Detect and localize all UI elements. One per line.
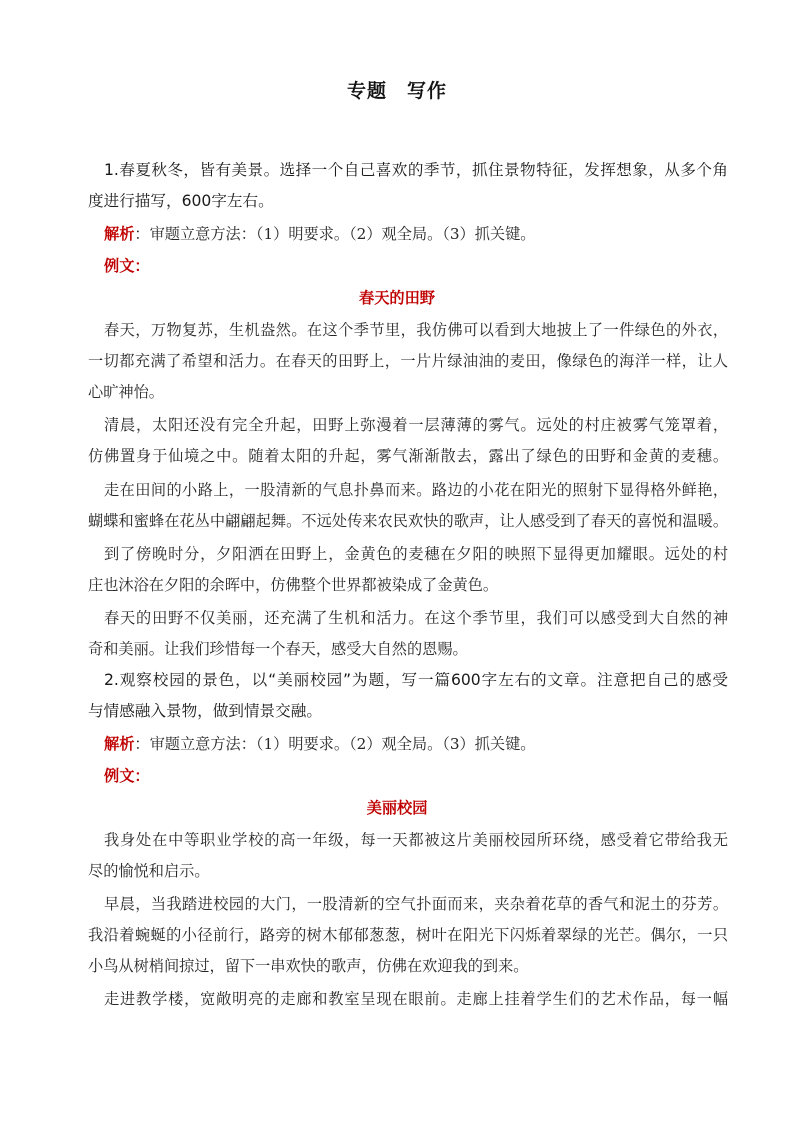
- q2-essay-line: 我沿着蜿蜒的小径前行，路旁的树木郁郁葱葱，树叶在阳光下闪烁着翠绿的光芒。偶尔，一只: [88, 926, 728, 944]
- q1-analysis-text: ：审题立意方法：（1）明要求。（2）观全局。（3）抓关键。: [134, 225, 536, 243]
- q2-analysis-label: 解析: [104, 735, 135, 753]
- page-title: 专题 写作: [346, 80, 447, 102]
- q1-analysis: [104, 224, 728, 244]
- q1-essay-line: 春天的田野不仅美丽，还充满了生机和活力。在这个季节里，我们可以感受到大自然的神: [104, 609, 728, 627]
- q2-essay-line: 走进教学楼，宽敞明亮的走廊和教室呈现在眼前。走廊上挂着学生们的艺术作品，每一幅: [104, 990, 728, 1008]
- q1-essay-line: 清晨，太阳还没有完全升起，田野上弥漫着一层薄薄的雾气。远处的村庄被雾气笼罩着，: [104, 416, 728, 434]
- q2-essay-line: 小鸟从树梢间掠过，留下一串欢快的歌声，仿佛在欢迎我的到来。: [88, 957, 529, 975]
- q1-essay-title: 春天的田野: [359, 289, 435, 307]
- q2-essay-line: 尽的愉悦和启示。: [88, 862, 210, 880]
- q1-essay-line: 一切都充满了希望和活力。在春天的田野上，一片片绿油油的麦田，像绿色的海洋一样，让人: [88, 352, 728, 370]
- q2-essay-line: 早晨，当我踏进校园的大门，一股清新的空气扑面而来，夹杂着花草的香气和泥土的芬芳。: [104, 895, 728, 913]
- q1-prompt-line-2: 度进行描写，600字左右。: [88, 192, 274, 210]
- q2-example-label: 例文：: [104, 767, 150, 785]
- q2-prompt-line-2: 与情感融入景物，做到情景交融。: [88, 702, 322, 720]
- q1-essay-line: 仿佛置身于仙境之中。随着太阳的升起，雾气渐渐散去，露出了绿色的田野和金黄的麦穗。: [88, 447, 728, 465]
- q1-essay-line: 春天，万物复苏，生机盎然。在这个季节里，我仿佛可以看到大地披上了一件绿色的外衣，: [104, 321, 728, 339]
- q1-analysis-label: 解析: [104, 225, 135, 243]
- q1-essay-line: 庄也沐浴在夕阳的余晖中，仿佛整个世界都被染成了金黄色。: [88, 576, 499, 594]
- q1-prompt-line-1: 1.春夏秋冬，皆有美景。选择一个自己喜欢的季节，抓住景物特征，发挥想象，从多个角: [104, 161, 728, 179]
- q1-essay-line: 心旷神怡。: [88, 383, 164, 401]
- q2-essay-line: 我身处在中等职业学校的高一年级，每一天都被这片美丽校园所环绕，感受着它带给我无: [104, 831, 728, 849]
- q2-analysis-text: ：审题立意方法：（1）明要求。（2）观全局。（3）抓关键。: [134, 735, 536, 753]
- q1-example-label: 例文：: [104, 257, 150, 275]
- q1-essay-line: 蝴蝶和蜜蜂在花丛中翩翩起舞。不远处传来农民欢快的歌声，让人感受到了春天的喜悦和温暖。: [88, 512, 728, 530]
- q1-essay-line: 奇和美丽。让我们珍惜每一个春天，感受大自然的恩赐。: [88, 640, 468, 658]
- q2-essay-title: 美丽校园: [366, 799, 428, 817]
- q1-essay-line: 走在田间的小路上，一股清新的气息扑鼻而来。路边的小花在阳光的照射下显得格外鲜艳，: [104, 481, 728, 499]
- q2-analysis: [104, 734, 728, 754]
- q1-essay-line: 到了傍晚时分，夕阳洒在田野上，金黄色的麦穗在夕阳的映照下显得更加耀眼。远处的村: [104, 545, 728, 563]
- q2-prompt-line-1: 2.观察校园的景色，以“美丽校园”为题，写一篇600字左右的文章。注意把自己的感受: [104, 671, 728, 689]
